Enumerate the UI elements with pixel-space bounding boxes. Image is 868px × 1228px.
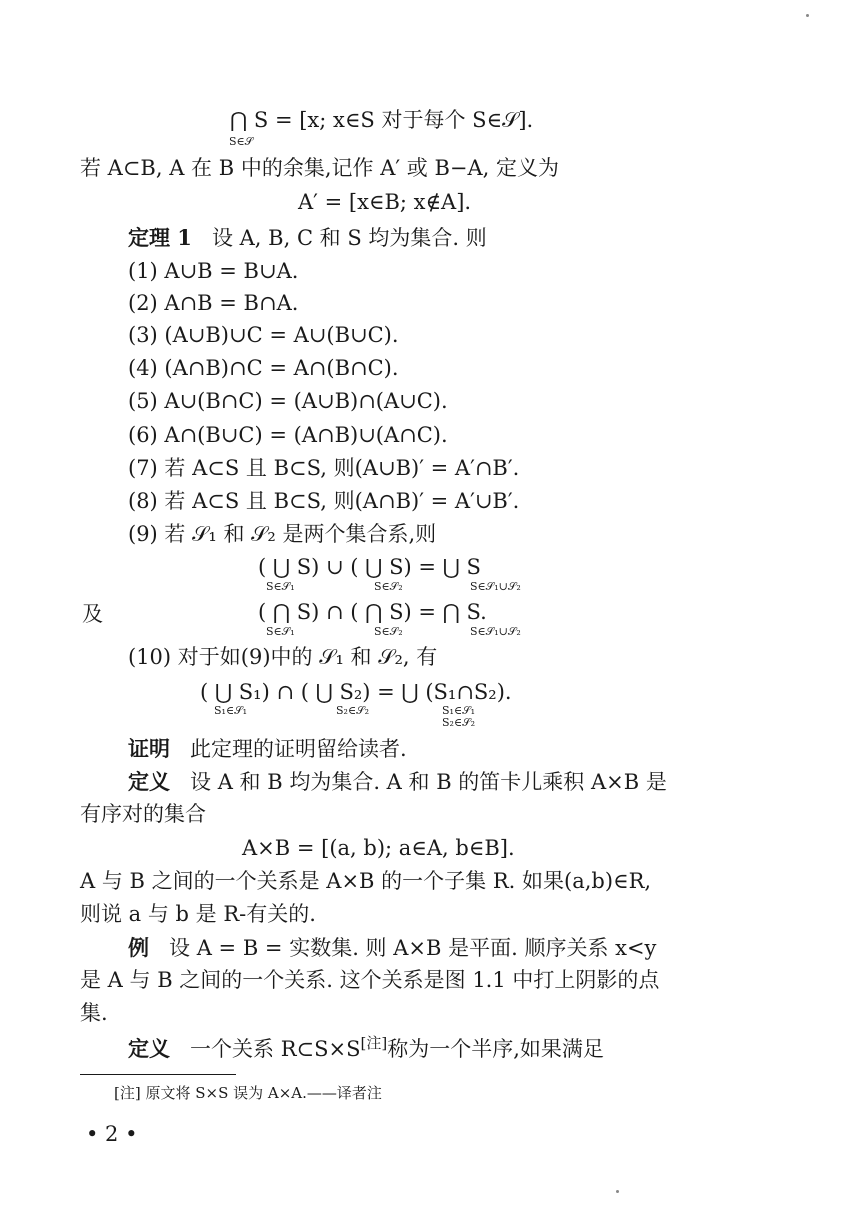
theorem-item-1: (1) A∪B = B∪A. xyxy=(128,259,299,283)
page-number: • 2 • xyxy=(86,1122,138,1146)
example-line-1 xyxy=(128,935,656,961)
definition-2-label: 定义 xyxy=(128,1036,170,1061)
formula-intersection-sub: S∈𝒮 xyxy=(229,135,254,148)
eq9-intersection-sub-1: S∈𝒮₁ xyxy=(266,625,295,638)
theorem-item-2: (2) A∩B = B∩A. xyxy=(128,291,299,315)
theorem-item-10: (10) 对于如(9)中的 𝒮₁ 和 𝒮₂, 有 xyxy=(128,645,438,669)
footnote: [注] 原文将 S×S 误为 A×A.——译者注 xyxy=(114,1084,382,1102)
footnote-marker: [注] xyxy=(360,1034,388,1052)
example-text: 设 A = B = 实数集. 则 A×B 是平面. 顺序关系 x<y xyxy=(169,936,657,960)
definition-2-text-b: 称为一个半序,如果满足 xyxy=(387,1037,604,1061)
definition-1-text: 设 A 和 B 均为集合. A 和 B 的笛卡儿乘积 A×B 是 xyxy=(190,770,667,794)
relation-line-1: A 与 B 之间的一个关系是 A×B 的一个子集 R. 如果(a,b)∈R, xyxy=(80,869,652,893)
eq9-intersection-sub-3: S∈𝒮₁∪𝒮₂ xyxy=(470,625,521,638)
eq9-and: 及 xyxy=(82,602,103,626)
definition-2-text-a: 一个关系 R⊂S×S xyxy=(190,1037,361,1061)
proof-label: 证明 xyxy=(128,736,170,761)
complement-formula: A′ = [x∈B; x∉A]. xyxy=(298,190,472,214)
complement-intro: 若 A⊂B, A 在 B 中的余集,记作 A′ 或 B−A, 定义为 xyxy=(80,156,560,180)
proof-line xyxy=(128,736,407,762)
theorem-item-3: (3) (A∪B)∪C = A∪(B∪C). xyxy=(128,323,399,347)
eq9-intersection-sub-2: S∈𝒮₂ xyxy=(374,625,403,638)
theorem-item-4: (4) (A∩B)∩C = A∩(B∩C). xyxy=(128,356,399,380)
eq10: ( ⋃ S₁) ∩ ( ⋃ S₂) = ⋃ (S₁∩S₂). xyxy=(200,680,512,704)
cartesian-product-formula: A×B = [(a, b); a∈A, b∈B]. xyxy=(242,836,515,860)
relation-line-2: 则说 a 与 b 是 R-有关的. xyxy=(80,902,316,926)
definition-2 xyxy=(128,1034,604,1062)
footnote-rule xyxy=(80,1074,236,1075)
eq10-sub-2: S₂∈𝒮₂ xyxy=(336,704,370,717)
scan-speck xyxy=(806,14,809,17)
eq10-sub-1: S₁∈𝒮₁ xyxy=(214,704,248,717)
theorem-label: 定理 1 xyxy=(128,225,192,250)
eq10-sub-4: S₂∈𝒮₂ xyxy=(442,716,476,729)
scan-speck xyxy=(616,1190,619,1193)
theorem-item-6: (6) A∩(B∪C) = (A∩B)∪(A∩C). xyxy=(128,423,448,447)
eq9-intersection: ( ⋂ S) ∩ ( ⋂ S) = ⋂ S. xyxy=(258,600,487,624)
theorem-item-7: (7) 若 A⊂S 且 B⊂S, 则(A∪B)′ = A′∩B′. xyxy=(128,456,520,480)
proof-text: 此定理的证明留给读者. xyxy=(190,737,407,761)
eq9-union-sub-1: S∈𝒮₁ xyxy=(266,580,295,593)
theorem-item-8: (8) 若 A⊂S 且 B⊂S, 则(A∩B)′ = A′∪B′. xyxy=(128,489,520,513)
eq9-union-sub-3: S∈𝒮₁∪𝒮₂ xyxy=(470,580,521,593)
definition-1 xyxy=(128,769,667,795)
example-label: 例 xyxy=(128,935,149,960)
theorem-item-5: (5) A∪(B∩C) = (A∪B)∩(A∪C). xyxy=(128,389,448,413)
example-line-2: 是 A 与 B 之间的一个关系. 这个关系是图 1.1 中打上阴影的点 xyxy=(80,968,660,992)
eq10-sub-3: S₁∈𝒮₁ xyxy=(442,704,476,717)
formula-intersection: ⋂ S = [x; x∈S 对于每个 S∈𝒮]. xyxy=(230,108,534,132)
definition-1-line-2: 有序对的集合 xyxy=(80,802,206,826)
definition-1-label: 定义 xyxy=(128,769,170,794)
theorem-text: 设 A, B, C 和 S 均为集合. 则 xyxy=(211,226,487,250)
eq9-union-sub-2: S∈𝒮₂ xyxy=(374,580,403,593)
theorem-heading xyxy=(128,225,487,251)
example-line-3: 集. xyxy=(80,1001,108,1025)
theorem-item-9: (9) 若 𝒮₁ 和 𝒮₂ 是两个集合系,则 xyxy=(128,522,437,546)
eq9-union: ( ⋃ S) ∪ ( ⋃ S) = ⋃ S xyxy=(258,555,481,579)
